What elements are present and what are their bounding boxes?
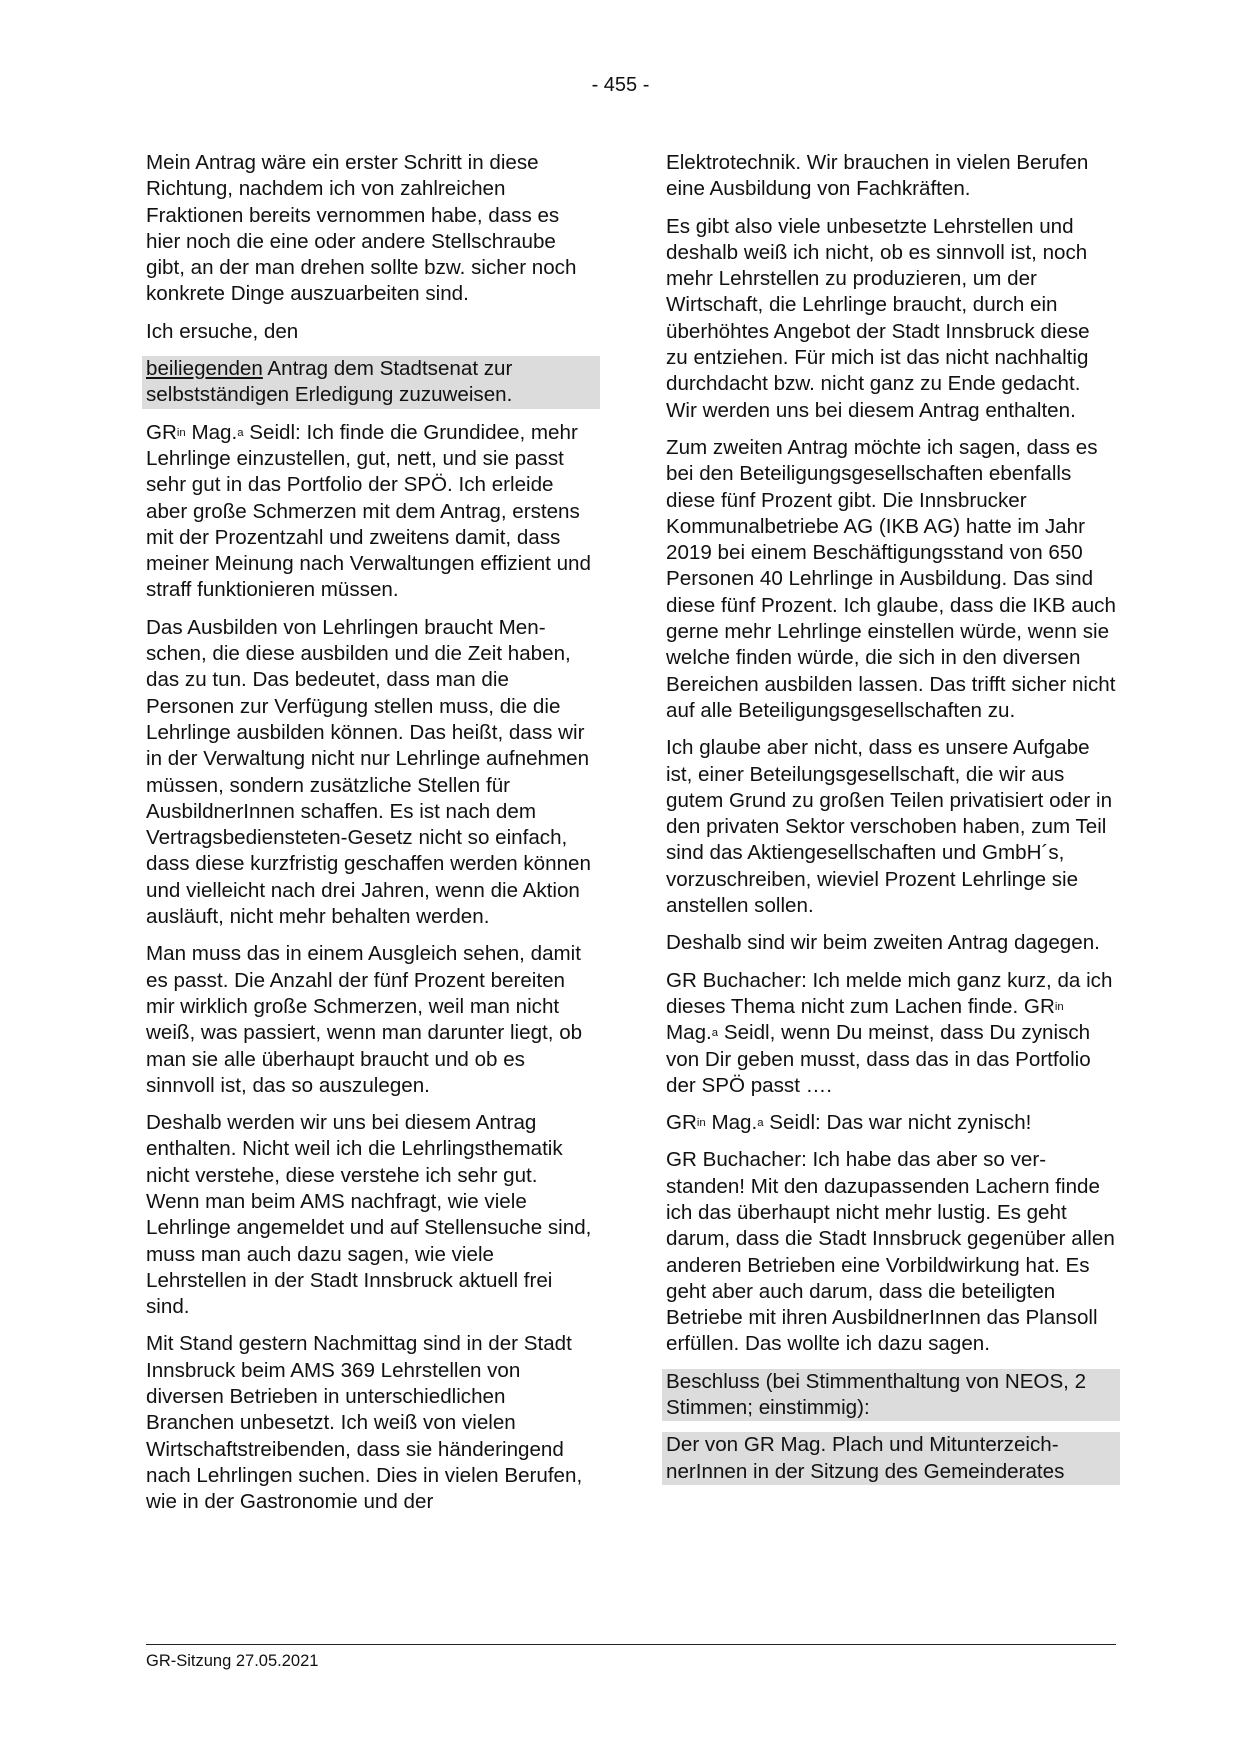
resolution-text: Der von GR Mag. Plach und MitunterzeichnerInnen in der Sitzung des Gemeinderates xyxy=(662,1432,1120,1485)
paragraph: Ich ersuche, den xyxy=(146,319,299,343)
paragraph: Das Ausbilden von Lehrlingen braucht Menschen, die diese ausbilden und die Zeit haben, das zu tun. Das bedeutet, dass man die Personen zur Verfügung stellen muss, die die Lehrlinge ausbilden können. Das heißt, dass wir in der Verwaltung nicht nur Lehrlinge aufnehmen müssen, sondern zusätzliche Stellen für AusbildnerInnen schaffen. Es ist nach dem Vertragsbediensteten-Gesetz nicht so einfach, dass diese kurzfristig geschaffen werden können und vielleicht nach drei Jahren, wenn die Aktion ausläuft, nicht mehr behalten werden. xyxy=(146,615,591,929)
motion-highlight: beiliegenden Antrag dem Stadtsenat zur selbstständigen Erledigung zuzuweisen. xyxy=(142,356,600,409)
attachment-reference: beiliegenden xyxy=(146,357,263,381)
speaker-paragraph: GR Buchacher: Ich melde mich ganz kurz, da ich dieses Thema nicht zum Lachen finde. $GR^{in}$ Mag.$^a$ Seidl, wenn Du meinst, dass Du zynisch von Dir geben musst, dass das in das Portfolio der SPÖ passt …. xyxy=(666,968,1113,1097)
right-column xyxy=(666,150,1116,1496)
speaker-paragraph: $GR^{in}$ Mag.$^a$ Seidl: Das war nicht zynisch! xyxy=(666,1111,1032,1135)
speaker-paragraph: $GR^{in}$ Mag.$^a$ Seidl: Ich finde die Grundidee, mehr Lehrlinge einzustellen, gut, nett, und sie passt sehr gut in das Portfolio der SPÖ. Ich erleide aber große Schmerzen mit dem Antrag, erstens mit der Prozentzahl und zweitens damit, dass meiner Meinung nach Verwaltungen effizient und straff funktionieren müssen. xyxy=(146,420,591,602)
paragraph: Man muss das in einem Ausgleich sehen, damit es passt. Die Anzahl der fünf Prozent bereiten mir wirklich große Schmerzen, weil man nicht weiß, was passiert, wenn man darunter liegt, ob man sie alle überhaupt braucht und ob es sinnvoll ist, das so auszulegen. xyxy=(146,942,583,1097)
footer-session-date: GR-Sitzung 27.05.2021 xyxy=(146,1652,319,1670)
speaker-paragraph: GR Buchacher: Ich habe das aber so verstanden! Mit den dazupassenden Lachern finde ich das überhaupt nicht mehr lustig. Es geht darum, dass die Stadt Innsbruck gegenüber allen anderen Betrieben eine Vorbildwirkung hat. Es geht aber auch darum, dass die beteiligten Betriebe mit ihren AusbildnerInnen das Plansoll erfüllen. Das wollte ich dazu sagen. xyxy=(666,1148,1115,1356)
paragraph: Mein Antrag wäre ein erster Schritt in diese Richtung, nachdem ich von zahlreichen Fraktionen bereits vernommen habe, dass es hier noch die eine oder andere Stellschraube gibt, an der man drehen sollte bzw. sicher noch konkrete Dinge auszuarbeiten sind. xyxy=(146,151,577,306)
paragraph: Ich glaube aber nicht, dass es unsere Aufgabe ist, einer Beteilungsgesellschaft, die wir aus gutem Grund zu großen Teilen privatisiert oder in den privaten Sektor verschoben haben, zum Teil sind das Aktiengesellschaften und GmbH´s, vorzuschreiben, wieviel Prozent Lehrlinge sie anstellen sollen. xyxy=(666,736,1113,918)
paragraph: Deshalb sind wir beim zweiten Antrag dagegen. xyxy=(666,931,1100,955)
paragraph: Zum zweiten Antrag möchte ich sagen, dass es bei den Beteiligungsgesellschaften ebenfalls diese fünf Prozent gibt. Die Innsbrucker Kommunalbetriebe AG (IKB AG) hatte im Jahr 2019 bei einem Beschäftigungsstand von 650 Personen 40 Lehrlinge in Ausbildung. Das sind diese fünf Prozent. Ich glaube, dass die IKB auch gerne mehr Lehrlinge einstellen würde, wenn sie welche finden würde, die sich in den diversen Bereichen ausbilden lassen. Das trifft sicher nicht auf alle Beteiligungsgesellschaften zu. xyxy=(666,435,1116,722)
paragraph: Mit Stand gestern Nachmittag sind in der Stadt Innsbruck beim AMS 369 Lehrstellen von diversen Betrieben in unterschiedlichen Branchen unbesetzt. Ich weiß von vielen Wirtschaftstreibenden, dass sie händeringend nach Lehrlingen suchen. Dies in vielen Berufen, wie in der Gastronomie und der xyxy=(146,1332,583,1514)
resolution-heading: Beschluss (bei Stimmenthaltung von NEOS, 2 Stimmen; einstimmig): xyxy=(662,1369,1120,1422)
page-number: - 455 - xyxy=(591,74,650,96)
paragraph: Es gibt also viele unbesetzte Lehrstellen und deshalb weiß ich nicht, ob es sinnvoll ist, noch mehr Lehrstellen zu produzieren, um der Wirtschaft, die Lehrlinge braucht, durch ein überhöhtes Angebot der Stadt Innsbruck diese zu entziehen. Für mich ist das nicht nachhaltig durchdacht bzw. nicht ganz zu Ende gedacht. Wir werden uns bei diesem Antrag enthalten. xyxy=(666,214,1090,422)
left-column xyxy=(146,150,596,1527)
paragraph: Deshalb werden wir uns bei diesem Antrag enthalten. Nicht weil ich die Lehrlingsthematik nicht verstehe, diese verstehe ich sehr gut. Wenn man beim AMS nachfragt, wie viele Lehrlinge angemeldet und auf Stellensuche sind, muss man auch dazu sagen, wie viele Lehrstellen in der Stadt Innsbruck aktuell frei sind. xyxy=(146,1111,592,1319)
paragraph: Elektrotechnik. Wir brauchen in vielen Berufen eine Ausbildung von Fachkräften. xyxy=(666,151,1089,201)
footer-divider xyxy=(146,1644,1116,1645)
